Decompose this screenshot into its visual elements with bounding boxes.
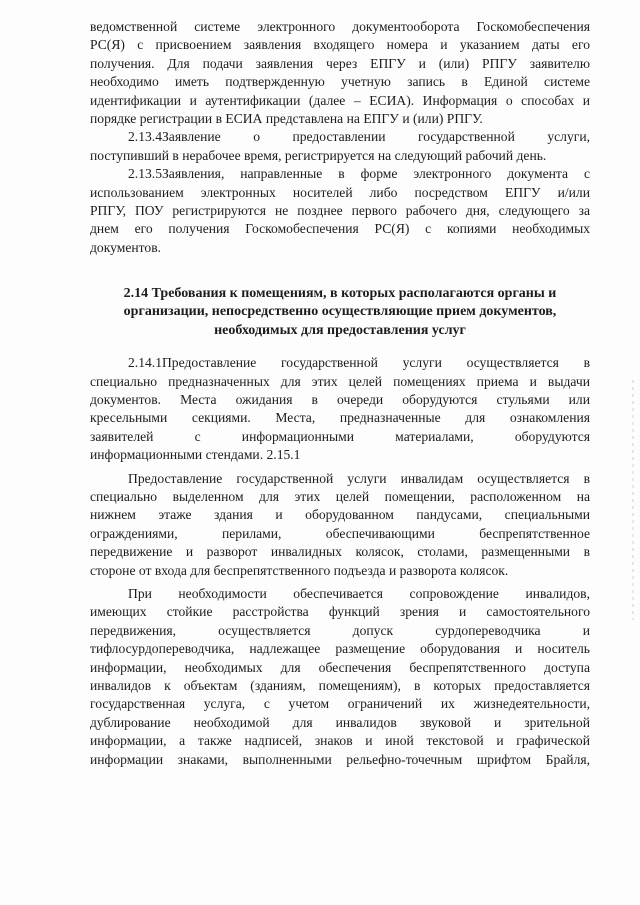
text-line: идентификации и аутентификации (далее – ЕСИА). Информация о способах и: [90, 92, 590, 108]
text-line: заявителей с информационными материалами, оборудуются: [90, 428, 590, 444]
text-line: передвижение и разворот инвалидных колясок, столами, размещенными в: [90, 544, 590, 560]
text-line: 2.13.5Заявления, направленные в форме электронного документа с: [128, 166, 590, 182]
text-line: ограждениями, перилами, обеспечивающими беспрепятственное: [90, 525, 590, 541]
text-line: РС(Я) с присвоением заявления входящего номера и указанием даты его: [90, 37, 590, 53]
paragraph-esia-registration: [90, 18, 590, 128]
text-line: передвижения, осуществляется допуск сурдопереводчика и: [90, 622, 590, 638]
heading-line: 2.14 Требования к помещениям, в которых располагаются органы и: [123, 286, 557, 302]
paragraph-2-13-5: [90, 165, 590, 257]
text-line: специально выделенном для этих целей помещении, расположенном на: [90, 489, 590, 505]
text-line: РПГУ, ПОУ регистрируются не позднее первого рабочего дня, следующего за: [90, 202, 590, 218]
text-line: информации, необходимых для обеспечения беспрепятственного доступа: [90, 659, 590, 675]
section-spacer: [90, 257, 590, 285]
text-line: государственная услуга, с учетом ограничений их жизнедеятельности,: [90, 696, 590, 712]
heading-line: организации, непосредственно осуществляющие прием документов,: [123, 304, 557, 320]
text-line: стороне от входа для беспрепятственного подъезда и разворота колясок.: [90, 562, 509, 578]
text-line: 2.14.1Предоставление государственной услуги осуществляется в: [128, 355, 590, 371]
text-line: нижнем этаже здания и оборудованном пандусами, специальными: [90, 507, 590, 523]
text-line: информационными стендами. 2.15.1: [90, 447, 301, 463]
heading-line: необходимых для предоставления услуг: [214, 322, 466, 338]
text-line: порядке регистрации в ЕСИА представлена на ЕПГУ и (или) РПГУ.: [90, 110, 483, 126]
text-line: необходимо иметь подтвержденную учетную запись в Единой системе: [90, 74, 590, 90]
text-line: специально предназначенных для этих целей помещениях приема и выдачи: [90, 373, 590, 389]
text-line: дублирование необходимой для инвалидов звуковой и зрительной: [90, 714, 590, 730]
text-line: документов.: [90, 239, 162, 255]
text-line: ведомственной системе электронного документооборота Госкомобеспечения: [90, 19, 590, 34]
paragraph-2-14-1: [90, 354, 590, 464]
paragraph-disabled-access: [90, 470, 590, 580]
text-line: тифлосурдопереводчика, надлежащее размещение оборудования и носитель: [90, 641, 590, 657]
text-line: использованием электронных носителей либо посредством ЕПГУ и/или: [90, 184, 590, 200]
text-line: информации знаками, выполненными рельефно-точечным шрифтом Брайля,: [90, 751, 590, 767]
section-heading-2-14: [90, 285, 590, 340]
heading-spacer: [90, 340, 590, 354]
text-line: документов. Места ожидания в очереди оборудуются стульями или: [90, 392, 590, 408]
paragraph-escort-assistance: [90, 585, 590, 769]
text-line: 2.13.4Заявление о предоставлении государственной услуги,: [128, 129, 590, 145]
text-line: поступивший в нерабочее время, регистрируется на следующий рабочий день.: [90, 147, 547, 163]
text-line: информации, а также надписей, знаков и иной текстовой и графической: [90, 733, 590, 749]
text-line: имеющих стойкие расстройства функций зрения и самостоятельного: [90, 604, 590, 620]
text-line: днем его получения Госкомобеспечения РС(Я) с копиями необходимых: [90, 221, 590, 237]
document-body: [90, 18, 590, 769]
text-line: получения. Для подачи заявления через ЕПГУ и (или) РПГУ заявителю: [90, 55, 590, 71]
scan-margin-artifact: [632, 380, 634, 620]
text-line: При необходимости обеспечивается сопровождение инвалидов,: [128, 585, 590, 601]
text-line: Предоставление государственной услуги инвалидам осуществляется в: [128, 470, 590, 486]
paragraph-2-13-4: [90, 128, 590, 165]
text-line: кресельными секциями. Места, предназначенные для ознакомления: [90, 410, 590, 426]
text-line: инвалидов к объектам (зданиям, помещениям), в которых предоставляется: [90, 677, 590, 693]
